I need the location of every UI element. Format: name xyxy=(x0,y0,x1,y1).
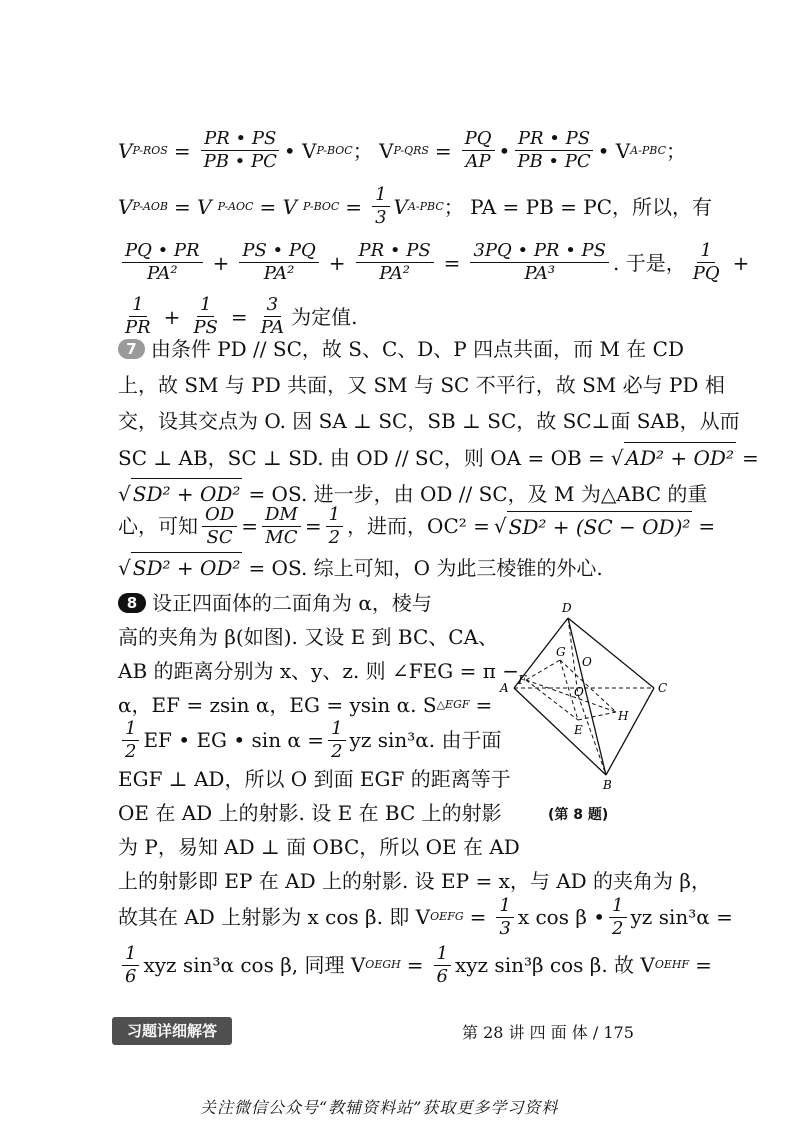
sol8-line6: EGF ⊥ AD，所以 O 到面 EGF 的距离等于 xyxy=(118,767,511,791)
watermark-note: 关注微信公众号“教辅资料站”获取更多学习资料 xyxy=(200,1098,559,1117)
fraction: $\frac{1}{PR}$ xyxy=(125,294,151,338)
sol8-line2: 高的夹角为 β(如图). 又设 E 到 BC、CA、 xyxy=(118,625,499,649)
sol8-line1: 8 设正四面体的二面角为 α，棱与 xyxy=(118,588,498,618)
sol8-line5: $\frac{1}{2}$ EF • EG • sin α = $\frac{1}{2}$ yz sin³α. 由于面 xyxy=(118,720,498,760)
sol7-line5: √ SD² + OD² = OS. 进一步，由 OD // SC，及 M 为△ABC 的重 xyxy=(118,478,684,509)
label-H: H xyxy=(618,709,629,723)
section-tag: 习题详细解答 xyxy=(112,1017,232,1045)
fraction: $\frac{PS • PQ}{\text{PA²}}$ xyxy=(239,240,318,285)
fraction: $\frac{PR • PS}{\text{PA²}}$ xyxy=(356,240,434,285)
fraction: $\frac{1}{2}$ xyxy=(328,718,345,763)
fraction: $\frac{1}{3}$ xyxy=(372,184,389,229)
sol8-line7: OE 在 AD 上的射影. 设 E 在 BC 上的射影 xyxy=(118,801,502,825)
label-O-center: O xyxy=(574,685,584,699)
fraction: $\frac{1}{PQ}$ xyxy=(692,240,720,284)
edge-AB xyxy=(514,688,606,775)
sol7-line2: 上，故 SM 与 PD 共面，又 SM 与 SC 不平行，故 SM 必与 PD 相 xyxy=(118,373,725,397)
fraction: $\frac{1}{6}$ xyxy=(122,943,139,988)
fraction: $\frac{1}{2}$ xyxy=(609,895,626,940)
label-E: E xyxy=(574,723,583,737)
fraction: $\frac{DM}{MC}$ xyxy=(262,504,301,549)
label-B: B xyxy=(603,778,612,792)
edge-CB xyxy=(606,688,654,775)
sol6-line4: $\frac{1}{PR}$ + $\frac{1}{PS}$ = $\frac{3}{PA}$ 为定值. xyxy=(118,294,684,339)
fraction: $\frac{1}{2}$ xyxy=(326,504,343,549)
label-D: D xyxy=(562,601,572,615)
label-F: F xyxy=(518,673,527,687)
fraction: $\frac{3PQ • PR • PS}{\text{PA³}}$ xyxy=(470,240,609,285)
label-O: O xyxy=(582,655,592,669)
fraction: $\frac{3}{PA}$ xyxy=(260,294,285,338)
fraction: $\frac{PR • PS}{PB • PC}$ xyxy=(201,128,280,173)
sol8-line8: 为 P，易知 AD ⊥ 面 OBC，所以 OE 在 AD xyxy=(118,835,520,859)
sol7-line1: 7 由条件 PD // SC，故 S、C、D、P 四点共面，而 M 在 CD xyxy=(118,334,684,364)
sol8-line4: α，EF = zsin α，EG = ysin α. S △EGF = xyxy=(118,693,493,717)
sol7-line4: SC ⊥ AB，SC ⊥ SD. 由 OD // SC，则 OA = OB = √ AD² + OD² = xyxy=(118,442,684,473)
label-C: C xyxy=(658,681,668,695)
fraction: $\frac{PQ • PR}{\text{PA²}}$ xyxy=(122,240,203,285)
problem-number-badge: 8 xyxy=(118,593,146,613)
problem-number-badge: 7 xyxy=(118,339,145,359)
sol7-line6: 心，可知 $\frac{OD}{SC}$ = $\frac{DM}{MC}$ = $\frac{1}{2}$ ，进而，OC² = √ SD² + (SC − OD)² = xyxy=(118,503,716,548)
fraction: $\frac{1}{3}$ xyxy=(496,895,513,940)
fraction: $\frac{PR • PS}{PB • PC}$ xyxy=(514,128,593,173)
edge-DC xyxy=(568,618,654,688)
fraction: $\frac{1}{2}$ xyxy=(122,718,139,763)
sol6-line3: $\frac{PQ • PR}{\text{PA²}}$ + $\frac{PS • PQ}{\text{PA²}}$ + $\frac{PR • PS}{\text{PA²}}$ = $\frac{3PQ • PR • PS}{\text{PA³}}$ . 于是， $\frac{1}{PQ}$ + xyxy=(118,240,684,285)
label-A: A xyxy=(500,681,509,695)
fraction: $\frac{OD}{SC}$ xyxy=(202,504,237,549)
sol6-line2: V P-AOB = V P-AOC = V P-BOC = $\frac{1}{3}$ V A-PBC ； PA = PB = PC，所以，有 xyxy=(118,184,713,228)
fraction: $\frac{PQ}{AP}$ xyxy=(462,128,495,173)
figure-caption: (第 8 题) xyxy=(548,807,609,823)
segment-EH xyxy=(578,712,616,720)
sol8-line10: 故其在 AD 上射影为 x cos β. 即 V OEFG = $\frac{1}{3}$ x cos β • $\frac{1}{2}$ yz sin³α = xyxy=(118,894,733,939)
fraction: $\frac{1}{6}$ xyxy=(434,943,451,988)
sol7-line3: 交，设其交点为 O. 因 SA ⊥ SC，SB ⊥ SC，故 SC⊥面 SAB，从而 xyxy=(118,409,740,433)
sol8-line9: 上的射影即 EP 在 AD 上的射影. 设 EP = x，与 AD 的夹角为 β， xyxy=(118,869,711,893)
sol6-line1: V P-ROS = $\frac{PR • PS}{PB • PC}$ • V P-BOC ； V P-QRS = $\frac{PQ}{AP}$ • $\frac{PR • PS}{PB • PC}$ • V A-PBC ； xyxy=(118,128,687,172)
segment-FG xyxy=(526,660,560,680)
height-line xyxy=(568,618,578,695)
page-footer: 第 28 讲 四 面 体 / 175 xyxy=(462,1023,634,1042)
tetrahedron-figure xyxy=(496,600,686,830)
sol8-line11: $\frac{1}{6}$ xyz sin³α cos β, 同理 V OEGH = $\frac{1}{6}$ xyz sin³β cos β. 故 V OEHF = xyxy=(118,944,684,986)
fraction: $\frac{1}{PS}$ xyxy=(193,294,218,338)
sol7-line7: √ SD² + OD² = OS. 综上可知，O 为此三棱锥的外心. xyxy=(118,552,684,583)
segment-FE xyxy=(526,680,578,720)
sol8-line3: AB 的距离分别为 x、y、z. 则 ∠FEG = π − xyxy=(118,659,519,683)
label-G: G xyxy=(556,645,566,659)
